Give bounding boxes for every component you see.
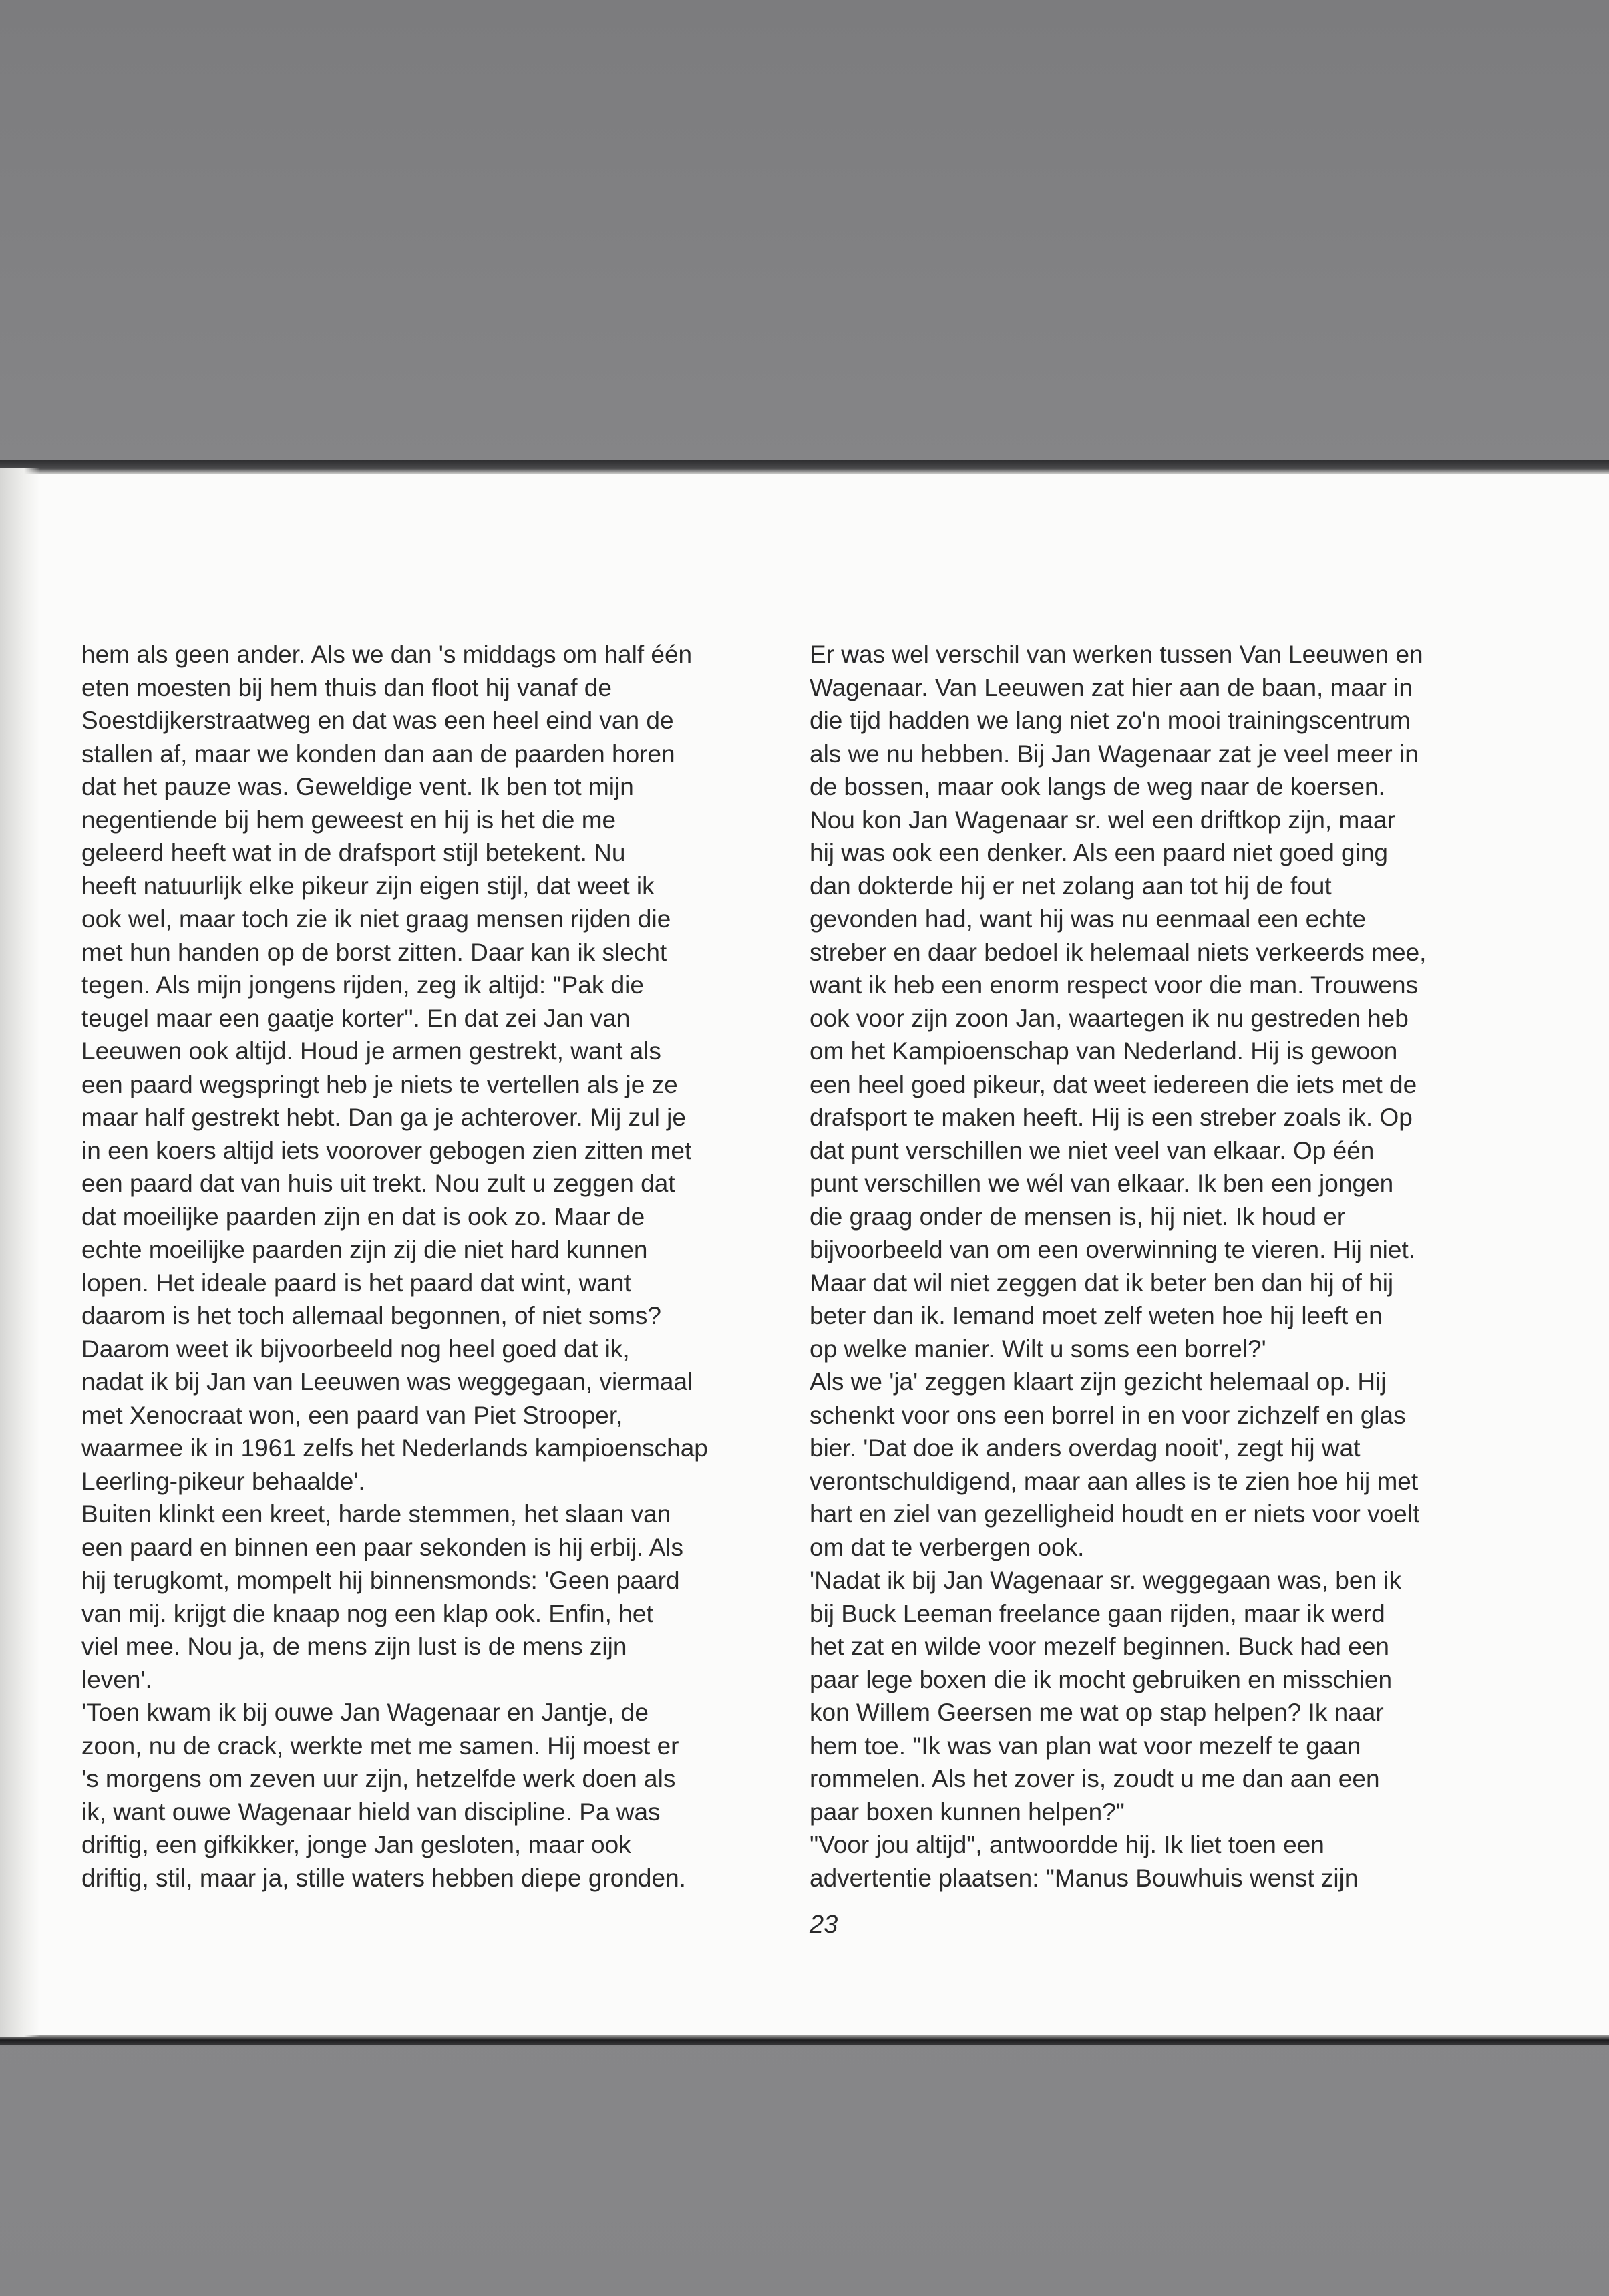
text-line: teugel maar een gaatje korter". En dat zei Jan van bbox=[81, 1004, 631, 1032]
page-number: 23 bbox=[810, 1911, 838, 1939]
text-line: want ik heb een enorm respect voor die man. Trouwens bbox=[810, 971, 1419, 999]
text-line: kon Willem Geersen me wat op stap helpen? Ik naar bbox=[810, 1699, 1384, 1726]
text-line: een paard wegspringt heb je niets te vertellen als je ze bbox=[81, 1070, 678, 1098]
text-line: drafsport te maken heeft. Hij is een streber zoals ik. Op bbox=[810, 1104, 1413, 1131]
text-line: lopen. Het ideale paard is het paard dat wint, want bbox=[81, 1269, 631, 1297]
text-line: heeft natuurlijk elke pikeur zijn eigen stijl, dat weet ik bbox=[81, 872, 655, 900]
text-line: een heel goed pikeur, dat weet iedereen die iets met de bbox=[810, 1070, 1417, 1098]
text-line: in een koers altijd iets voorover gebogen zien zitten met bbox=[81, 1136, 692, 1164]
text-line: geleerd heeft wat in de drafsport stijl betekent. Nu bbox=[81, 839, 626, 866]
text-line: ook wel, maar toch zie ik niet graag mensen rijden die bbox=[81, 905, 671, 933]
text-line: met Xenocraat won, een paard van Piet Strooper, bbox=[81, 1401, 623, 1429]
text-line: als we nu hebben. Bij Jan Wagenaar zat je veel meer in bbox=[810, 740, 1419, 768]
text-line: eten moesten bij hem thuis dan floot hij vanaf de bbox=[81, 673, 612, 701]
text-line: dat punt verschillen we niet veel van elkaar. Op één bbox=[810, 1136, 1375, 1164]
text-line: Nou kon Jan Wagenaar sr. wel een driftkop zijn, maar bbox=[810, 806, 1395, 834]
text-line: Maar dat wil niet zeggen dat ik beter ben dan hij of hij bbox=[810, 1269, 1394, 1297]
text-line: hart en ziel van gezelligheid houdt en er niets voor voelt bbox=[810, 1500, 1420, 1528]
text-line: een paard dat van huis uit trekt. Nou zult u zeggen dat bbox=[81, 1170, 675, 1197]
text-line: een paard en binnen een paar sekonden is hij erbij. Als bbox=[81, 1533, 683, 1561]
text-line: het zat en wilde voor mezelf beginnen. Buck had een bbox=[810, 1633, 1390, 1660]
text-line: beter dan ik. Iemand moet zelf weten hoe hij leeft en bbox=[810, 1302, 1383, 1329]
text-line: hij terugkomt, mompelt hij binnensmonds: 'Geen paard bbox=[81, 1567, 680, 1594]
text-line: Er was wel verschil van werken tussen Van Leeuwen en bbox=[810, 641, 1423, 668]
text-line: met hun handen op de borst zitten. Daar kan ik slecht bbox=[81, 938, 667, 966]
text-line: 's morgens om zeven uur zijn, hetzelfde werk doen als bbox=[81, 1765, 676, 1792]
text-line: leven'. bbox=[81, 1665, 152, 1693]
left-text-column bbox=[81, 638, 749, 1895]
right-text-column bbox=[810, 638, 1491, 1895]
text-line: ik, want ouwe Wagenaar hield van discipline. Pa was bbox=[81, 1798, 661, 1826]
text-line: bij Buck Leeman freelance gaan rijden, maar ik werd bbox=[810, 1599, 1385, 1627]
text-line: Leerling-pikeur behaalde'. bbox=[81, 1467, 365, 1495]
text-line: Soestdijkerstraatweg en dat was een heel eind van de bbox=[81, 707, 674, 734]
text-line: dat het pauze was. Geweldige vent. Ik ben tot mijn bbox=[81, 773, 634, 800]
text-line: van mij. krijgt die knaap nog een klap ook. Enfin, het bbox=[81, 1599, 653, 1627]
text-line: bijvoorbeeld van om een overwinning te vieren. Hij niet. bbox=[810, 1236, 1416, 1263]
text-line: "Voor jou altijd", antwoordde hij. Ik liet toen een bbox=[810, 1831, 1324, 1858]
text-line: maar half gestrekt hebt. Dan ga je achterover. Mij zul je bbox=[81, 1104, 686, 1131]
text-line: nadat ik bij Jan van Leeuwen was weggegaan, viermaal bbox=[81, 1368, 693, 1396]
text-line: rommelen. Als het zover is, zoudt u me dan aan een bbox=[810, 1765, 1380, 1792]
text-line: hem toe. "Ik was van plan wat voor mezelf te gaan bbox=[810, 1732, 1361, 1760]
text-line: zoon, nu de crack, werkte met me samen. Hij moest er bbox=[81, 1732, 679, 1760]
text-line: Wagenaar. Van Leeuwen zat hier aan de baan, maar in bbox=[810, 673, 1413, 701]
text-line: stallen af, maar we konden dan aan de paarden horen bbox=[81, 740, 675, 768]
text-line: dat moeilijke paarden zijn en dat is ook zo. Maar de bbox=[81, 1202, 645, 1231]
text-line: gevonden had, want hij was nu eenmaal een echte bbox=[810, 905, 1367, 933]
text-line: negentiende bij hem geweest en hij is het die me bbox=[81, 806, 616, 834]
text-line: hem als geen ander. Als we dan 's middags om half één bbox=[81, 641, 693, 668]
text-line: die graag onder de mensen is, hij niet. Ik houd er bbox=[810, 1202, 1346, 1231]
text-line: paar lege boxen die ik mocht gebruiken en misschien bbox=[810, 1665, 1393, 1693]
text-line: punt verschillen we wél van elkaar. Ik ben een jongen bbox=[810, 1170, 1394, 1197]
text-line: om het Kampioenschap van Nederland. Hij is gewoon bbox=[810, 1037, 1398, 1065]
text-line: die tijd hadden we lang niet zo'n mooi trainingscentrum bbox=[810, 707, 1411, 734]
text-line: paar boxen kunnen helpen?" bbox=[810, 1798, 1125, 1826]
text-line: daarom is het toch allemaal begonnen, of niet soms? bbox=[81, 1302, 661, 1329]
text-line: waarmee ik in 1961 zelfs het Nederlands kampioenschap bbox=[81, 1434, 708, 1462]
text-line: bier. 'Dat doe ik anders overdag nooit', zegt hij wat bbox=[810, 1434, 1361, 1462]
text-line: Leeuwen ook altijd. Houd je armen gestrekt, want als bbox=[81, 1037, 661, 1065]
text-line: viel mee. Nou ja, de mens zijn lust is de mens zijn bbox=[81, 1633, 627, 1660]
text-line: Daarom weet ik bijvoorbeeld nog heel goed dat ik, bbox=[81, 1335, 630, 1363]
page-top-edge bbox=[0, 460, 1609, 474]
text-line: advertentie plaatsen: "Manus Bouwhuis wenst zijn bbox=[810, 1864, 1359, 1892]
spine-shadow bbox=[0, 468, 40, 2037]
text-line: Buiten klinkt een kreet, harde stemmen, het slaan van bbox=[81, 1500, 671, 1528]
text-line: driftig, een gifkikker, jonge Jan gesloten, maar ook bbox=[81, 1831, 631, 1858]
text-line: verontschuldigend, maar aan alles is te zien hoe hij met bbox=[810, 1467, 1419, 1495]
text-line: 'Toen kwam ik bij ouwe Jan Wagenaar en Jantje, de bbox=[81, 1699, 649, 1726]
text-line: dan dokterde hij er net zolang aan tot hij de fout bbox=[810, 872, 1332, 900]
text-line: echte moeilijke paarden zijn zij die niet hard kunnen bbox=[81, 1236, 648, 1263]
page-bottom-edge bbox=[0, 2035, 1609, 2045]
text-line: schenkt voor ons een borrel in en voor zichzelf en glas bbox=[810, 1401, 1406, 1429]
text-line: driftig, stil, maar ja, stille waters hebben diepe gronden. bbox=[81, 1864, 686, 1892]
text-line: de bossen, maar ook langs de weg naar de koersen. bbox=[810, 773, 1385, 800]
text-line: streber en daar bedoel ik helemaal niets verkeerds mee, bbox=[810, 938, 1427, 966]
text-line: Als we 'ja' zeggen klaart zijn gezicht helemaal op. Hij bbox=[810, 1368, 1387, 1396]
text-line: om dat te verbergen ook. bbox=[810, 1533, 1085, 1561]
text-line: tegen. Als mijn jongens rijden, zeg ik altijd: "Pak die bbox=[81, 971, 644, 999]
text-line: op welke manier. Wilt u soms een borrel?' bbox=[810, 1335, 1266, 1363]
text-line: ook voor zijn zoon Jan, waartegen ik nu gestreden heb bbox=[810, 1004, 1409, 1032]
text-line: 'Nadat ik bij Jan Wagenaar sr. weggegaan was, ben ik bbox=[810, 1567, 1401, 1594]
text-line: hij was ook een denker. Als een paard niet goed ging bbox=[810, 839, 1389, 866]
